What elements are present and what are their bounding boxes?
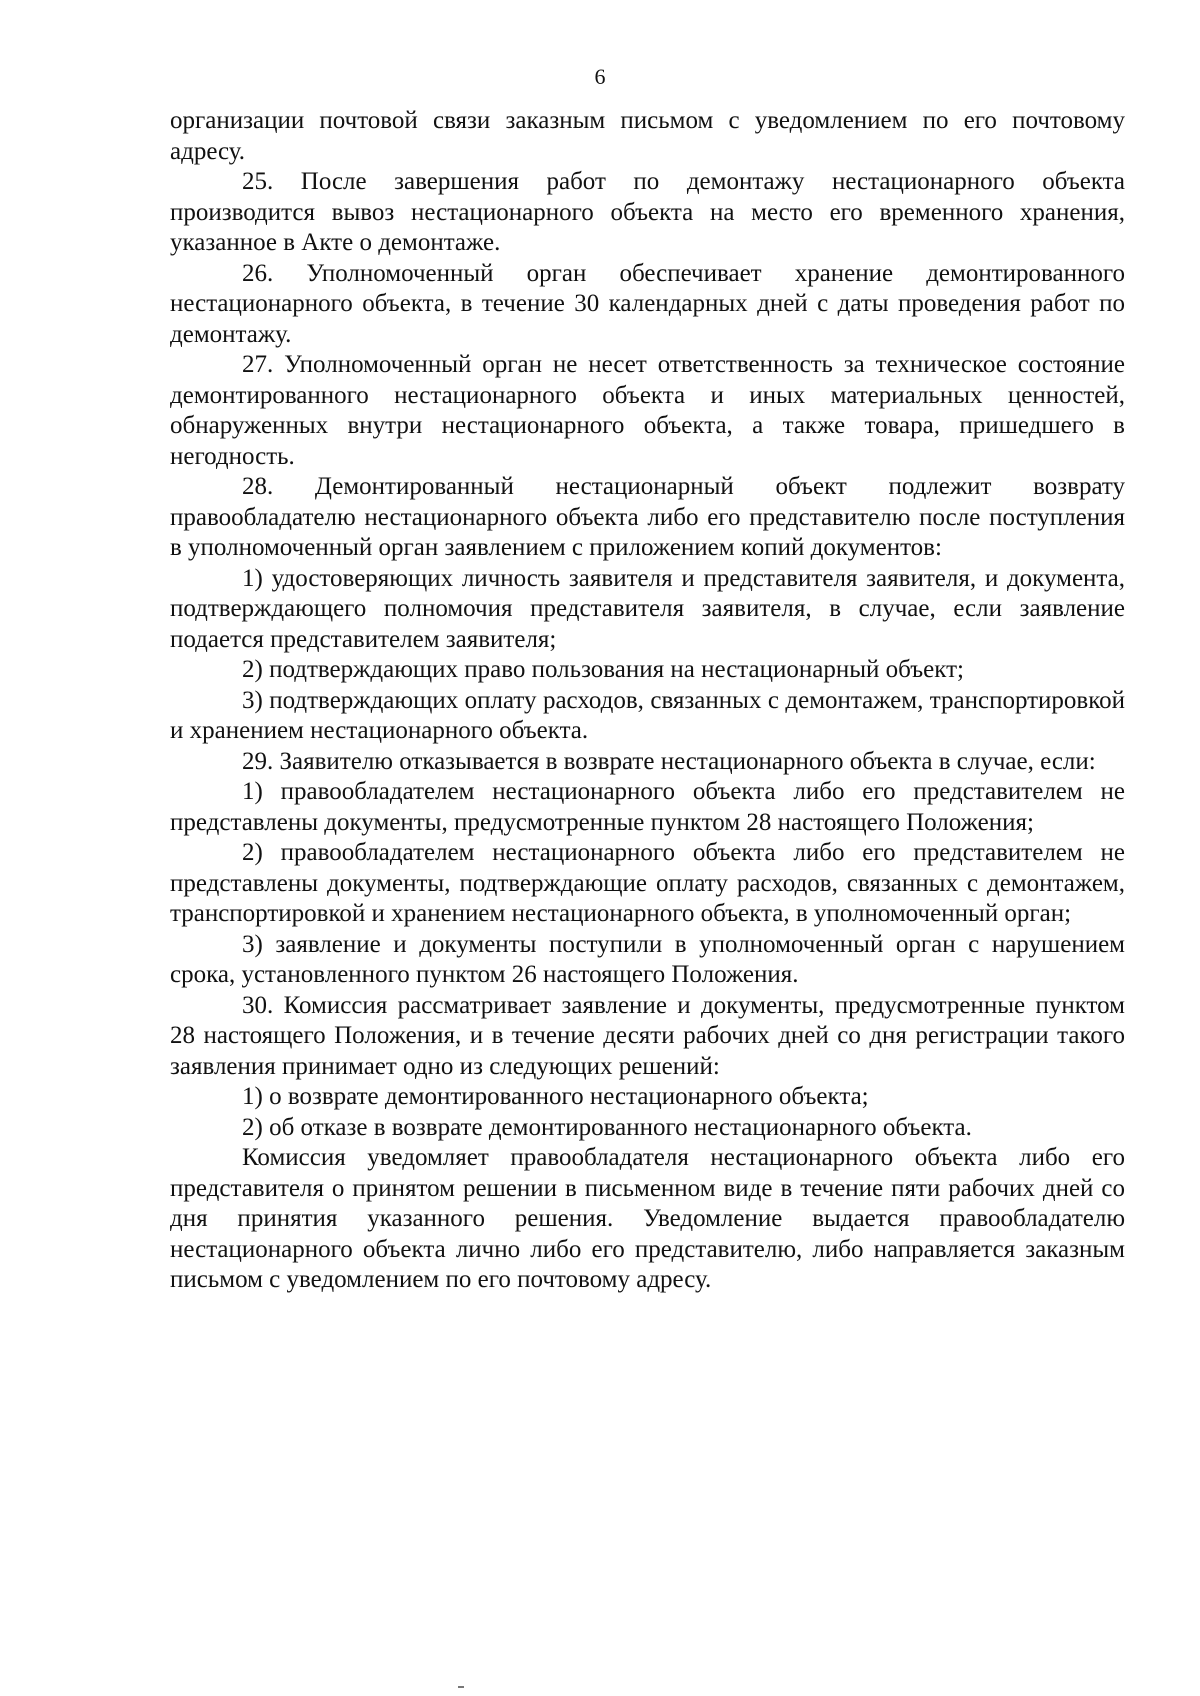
paragraph-continuation: организации почтовой связи заказным письмом с уведомлением по его почтовому адресу. (170, 107, 1125, 165)
paragraph-notification: Комиссия уведомляет правообладателя нестационарного объекта либо его представителя о принятом решении в письменном виде в течение пяти рабочих дней со дня принятия указанного решения. Уведомление выдается правообладателю нестационарного объекта лично либо его представителю, либо направляется заказным письмом с уведомлением по его почтовому адресу. (170, 1144, 1125, 1293)
paragraph-27: 27. Уполномоченный орган не несет ответственность за техническое состояние демонтированного нестационарного объекта и иных материальных ценностей, обнаруженных внутри нестационарного объекта, а также товара, пришедшего в негодность. (170, 351, 1125, 470)
paragraph-29-item-2: 2) правообладателем нестационарного объекта либо его представителем не представлены документы, подтверждающие оплату расходов, связанных с демонтажем, транспортировкой и хранением нестационарного объекта, в уполномоченный орган; (170, 839, 1125, 927)
paragraph-28-item-3: 3) подтверждающих оплату расходов, связанных с демонтажем, транспортировкой и хранением нестационарного объекта. (170, 686, 1125, 744)
paragraph-30-item-2: 2) об отказе в возврате демонтированного нестационарного объекта. (242, 1113, 972, 1141)
paragraph-29-item-1: 1) правообладателем нестационарного объекта либо его представителем не представлены документы, предусмотренные пунктом 28 настоящего Положения; (170, 778, 1125, 836)
paragraph-28-item-2: 2) подтверждающих право пользования на нестационарный объект; (242, 656, 964, 683)
paragraph-28-item-1: 1) удостоверяющих личность заявителя и представителя заявителя, и документа, подтверждающего полномочия представителя заявителя, в случае, если заявление подается представителем заявителя; (170, 564, 1125, 653)
paragraph-26: 26. Уполномоченный орган обеспечивает хранение демонтированного нестационарного объекта, в течение 30 календарных дней с даты проведения работ по демонтажу. (170, 259, 1125, 348)
scan-artifact (458, 1686, 464, 1688)
page-number: 6 (594, 64, 606, 89)
document-body (170, 106, 1125, 1296)
paragraph-28: 28. Демонтированный нестационарный объект подлежит возврату правообладателю нестационарного объекта либо его представителю после поступления в уполномоченный орган заявлением с приложением копий документов: (170, 473, 1125, 561)
paragraph-30-item-1: 1) о возврате демонтированного нестационарного объекта; (242, 1083, 869, 1110)
paragraph-29-item-3: 3) заявление и документы поступили в уполномоченный орган с нарушением срока, установленного пунктом 26 настоящего Положения. (170, 930, 1125, 988)
paragraph-30: 30. Комиссия рассматривает заявление и документы, предусмотренные пунктом 28 настоящего Положения, и в течение десяти рабочих дней со дня регистрации такого заявления принимает одно из следующих решений: (170, 991, 1125, 1080)
paragraph-25: 25. После завершения работ по демонтажу нестационарного объекта производится вывоз нестационарного объекта на место его временного хранения, указанное в Акте о демонтаже. (170, 168, 1125, 256)
paragraph-29: 29. Заявителю отказывается в возврате нестационарного объекта в случае, если: (242, 747, 1096, 775)
